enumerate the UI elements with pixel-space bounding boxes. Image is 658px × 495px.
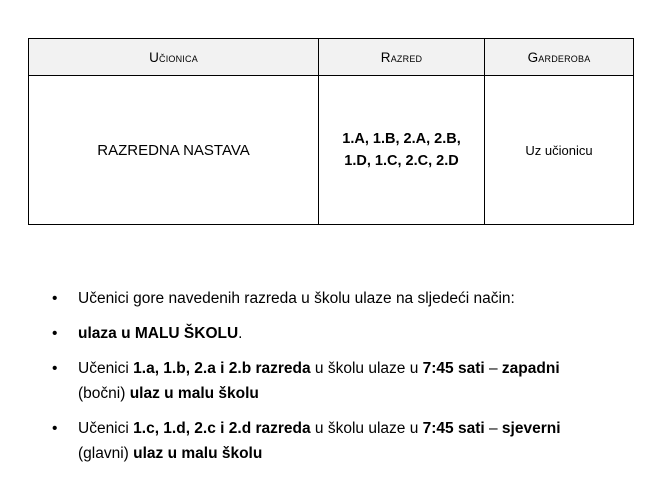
item-bold-entrance: ulaz u malu školu — [129, 385, 259, 402]
cell-razred — [319, 76, 485, 225]
cell-garderoba: Uz učionicu — [485, 76, 634, 225]
list-item — [52, 416, 612, 466]
item-bold-classes: 1.a, 1.b, 2.a i 2.b razreda — [133, 360, 311, 377]
item-bold-entrance: ulaz u malu školu — [133, 445, 263, 462]
razred-line-2: 1.D, 1.C, 2.C, 2.D — [344, 153, 459, 169]
list-item — [52, 321, 612, 346]
header-ucionica: Učionica — [29, 39, 319, 76]
item-text: u školu ulaze u — [310, 420, 423, 437]
item-text: (bočni) — [78, 385, 130, 402]
razred-line-1: 1.A, 1.B, 2.A, 2.B, — [342, 131, 461, 147]
list-item — [52, 356, 612, 406]
header-razred: Razred — [319, 39, 485, 76]
item-text: Učenici gore navedenih razreda u školu ulaze na sljedeći način: — [78, 290, 515, 307]
cell-ucionica: RAZREDNA NASTAVA — [29, 76, 319, 225]
table-row — [29, 76, 634, 225]
item-text: Učenici — [78, 360, 134, 377]
class-table — [28, 38, 634, 225]
bullet: • — [52, 290, 58, 307]
item-bold-text: ulaza u MALU ŠKOLU — [78, 325, 239, 342]
item-bold-direction: zapadni — [501, 360, 560, 377]
item-bold-classes: 1.c, 1.d, 2.c i 2.d razreda — [133, 420, 311, 437]
bullet: • — [52, 360, 58, 377]
rules-list — [52, 286, 612, 476]
item-text: Učenici — [78, 420, 134, 437]
item-bold-time: 7:45 sati — [422, 420, 485, 437]
item-text: – — [484, 420, 502, 437]
item-text: – — [484, 360, 502, 377]
header-garderoba: Garderoba — [485, 39, 634, 76]
item-text: u školu ulaze u — [310, 360, 423, 377]
bullet: • — [52, 325, 58, 342]
item-bold-direction: sjeverni — [501, 420, 561, 437]
list-item — [52, 286, 612, 311]
bullet: • — [52, 420, 58, 437]
item-text-end: . — [238, 325, 243, 342]
item-text: (glavni) — [78, 445, 134, 462]
table-header-row — [29, 39, 634, 76]
item-bold-time: 7:45 sati — [422, 360, 485, 377]
